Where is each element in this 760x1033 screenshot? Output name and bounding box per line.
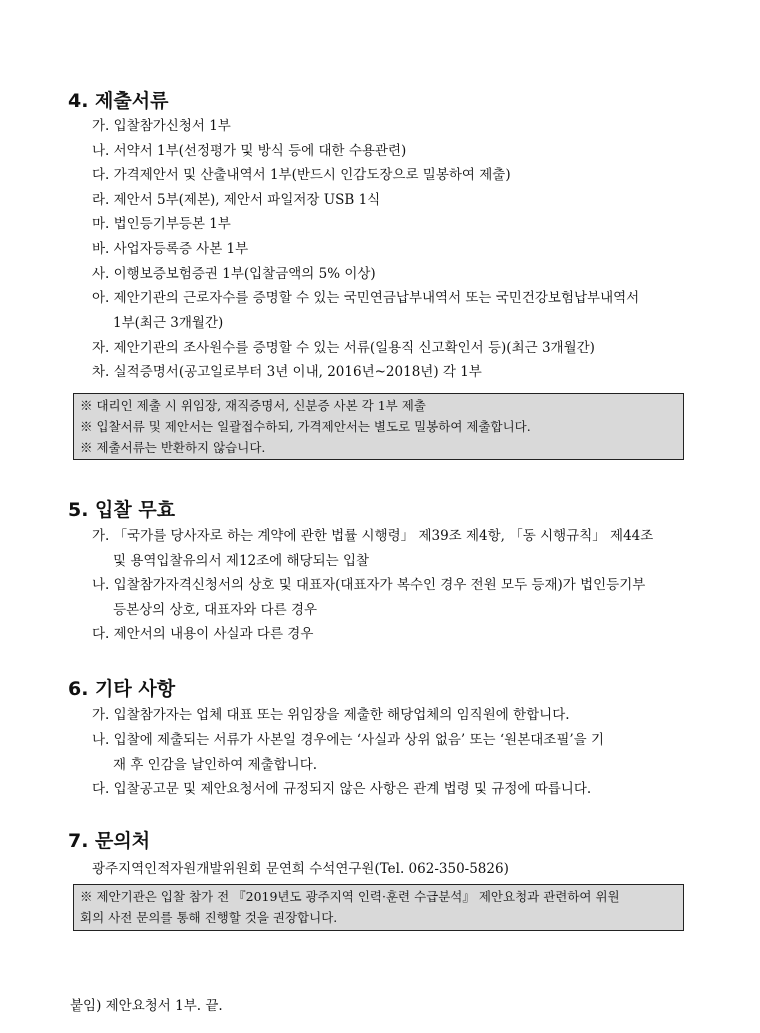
contact-info: 광주지역인적자원개발위원회 문연희 수석연구원(Tel. 062-350-5826) <box>92 861 509 877</box>
section-5-title: 5. 입찰 무효 <box>68 499 176 521</box>
s4-item-8-text: 아. 제안기관의 근로자수를 증명할 수 있는 국민연금납부내역서 또는 국민건강보험납부내역서 <box>92 290 640 306</box>
s4-item-7: 사. 이행보증보험증권 1부(입찰금액의 5% 이상) <box>92 266 376 282</box>
s4-item-5: 마. 법인등기부등본 1부 <box>92 216 231 232</box>
s4-note-2: ※ 입찰서류 및 제안서는 일괄접수하되, 가격제안서는 별도로 밀봉하여 제출합니다. <box>80 419 531 434</box>
s6-item-2-continuation: 재 후 인감을 날인하여 제출합니다. <box>113 757 318 773</box>
s5-item-2-text: 나. 입찰참가자격신청서의 상호 및 대표자(대표자가 복수인 경우 전원 모두 등재)가 법인등기부 <box>92 577 646 593</box>
s4-item-9: 자. 제안기관의 조사원수를 증명할 수 있는 서류(일용직 신고확인서 등)(최근 3개월간) <box>92 340 595 356</box>
s4-note-3: ※ 제출서류는 반환하지 않습니다. <box>80 440 266 455</box>
s4-note-1: ※ 대리인 제출 시 위임장, 재직증명서, 신분증 사본 각 1부 제출 <box>80 398 426 413</box>
section-6-title: 6. 기타 사항 <box>68 678 176 700</box>
s4-item-8-continuation: 1부(최근 3개월간) <box>113 315 224 331</box>
s7-notice-box <box>73 884 684 931</box>
s7-note-line-1: ※ 제안기관은 입찰 참가 전 『2019년도 광주지역 인력·훈련 수급분석』 제안요청과 관련하여 위원 <box>80 889 620 904</box>
s4-item-8 <box>92 289 639 332</box>
s4-item-2: 나. 서약서 1부(선정평가 및 방식 등에 대한 수용관련) <box>92 143 407 159</box>
s5-item-1-continuation: 및 용역입찰유의서 제12조에 해당되는 입찰 <box>113 553 370 569</box>
section-4-title: 4. 제출서류 <box>68 90 169 112</box>
s6-item-1: 가. 입찰참가자는 업체 대표 또는 위임장을 제출한 해당업체의 임직원에 한합니다. <box>92 707 570 723</box>
s6-item-2-text: 나. 입찰에 제출되는 서류가 사본일 경우에는 ‘사실과 상위 없음’ 또는 ‘원본대조필’을 기 <box>92 732 605 748</box>
s5-item-2 <box>92 576 645 619</box>
s4-item-10: 차. 실적증명서(공고일로부터 3년 이내, 2016년~2018년) 각 1부 <box>92 364 482 380</box>
s6-item-3: 다. 입찰공고문 및 제안요청서에 규정되지 않은 사항은 관계 법령 및 규정에 따릅니다. <box>92 781 592 797</box>
s5-item-1-text: 가. 「국가를 당사자로 하는 계약에 관한 법률 시행령」 제39조 제4항, 「동 시행규칙」 제44조 <box>92 528 654 544</box>
section-7-title: 7. 문의처 <box>68 830 151 852</box>
s5-item-3: 다. 제안서의 내용이 사실과 다른 경우 <box>92 626 314 642</box>
s4-item-1: 가. 입찰참가신청서 1부 <box>92 118 231 134</box>
s6-item-2 <box>92 731 604 774</box>
s4-item-3: 다. 가격제안서 및 산출내역서 1부(반드시 인감도장으로 밀봉하여 제출) <box>92 167 511 183</box>
s4-item-6: 바. 사업자등록증 사본 1부 <box>92 241 249 257</box>
s5-item-2-continuation: 등본상의 상호, 대표자와 다른 경우 <box>113 602 318 618</box>
s5-item-1 <box>92 527 653 570</box>
s4-notice-box <box>73 393 684 460</box>
s4-item-4: 라. 제안서 5부(제본), 제안서 파일저장 USB 1식 <box>92 192 381 208</box>
attachment-footer: 붙임) 제안요청서 1부. 끝. <box>70 998 223 1014</box>
s7-note-line-2: 회의 사전 문의를 통해 진행할 것을 권장합니다. <box>80 910 338 925</box>
